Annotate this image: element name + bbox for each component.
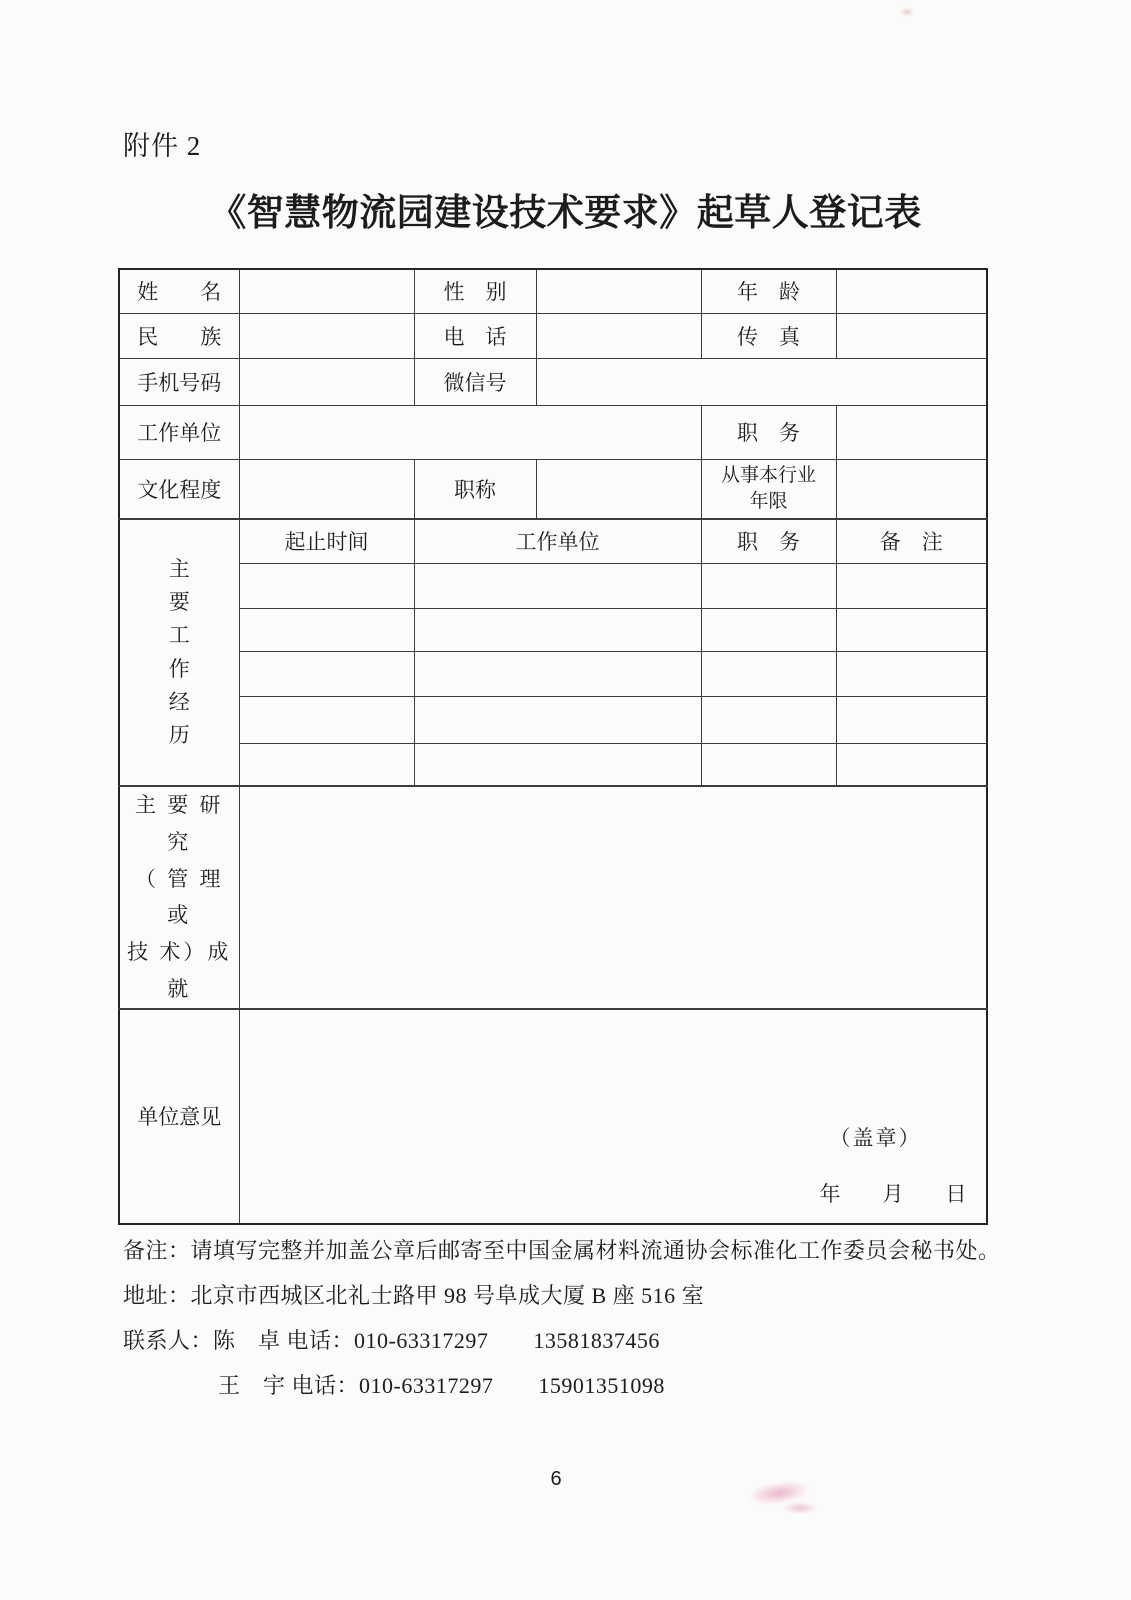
table-row bbox=[119, 313, 987, 358]
achievements-field bbox=[239, 786, 987, 1009]
name-field bbox=[239, 269, 414, 313]
name-label: 姓 名 bbox=[119, 269, 239, 313]
fax-label: 传 真 bbox=[701, 313, 836, 358]
fax-field bbox=[836, 313, 987, 358]
scan-artifact bbox=[900, 8, 914, 16]
achievements-row bbox=[119, 786, 987, 1009]
contact-label: 联系人： bbox=[123, 1328, 214, 1353]
attachment-label: 附件 2 bbox=[123, 131, 202, 161]
achievements-label: 主 要 研 究 （ 管 理 或 技 术）成 就 bbox=[119, 786, 239, 1009]
prof-title-label: 职称 bbox=[414, 459, 536, 519]
seal-placeholder: （盖章） bbox=[829, 1125, 922, 1150]
page-number: 6 bbox=[550, 1468, 562, 1490]
prof-title-field bbox=[536, 459, 701, 519]
work-history-empty-row bbox=[119, 743, 987, 786]
history-col-position: 职 务 bbox=[701, 519, 836, 563]
industry-years-label: 从事本行业 年限 bbox=[701, 459, 836, 519]
table-row bbox=[119, 459, 987, 519]
industry-years-field bbox=[836, 459, 987, 519]
wechat-field bbox=[536, 358, 987, 405]
table-row bbox=[119, 358, 987, 405]
work-history-empty-row bbox=[119, 651, 987, 696]
footer-notes bbox=[123, 1236, 1013, 1416]
employer-label: 工作单位 bbox=[119, 405, 239, 459]
registration-form-table bbox=[118, 268, 988, 1225]
education-label: 文化程度 bbox=[119, 459, 239, 519]
ethnicity-field bbox=[239, 313, 414, 358]
table-row bbox=[119, 405, 987, 459]
gender-label: 性 别 bbox=[414, 269, 536, 313]
opinion-field bbox=[239, 1009, 987, 1224]
scan-artifact bbox=[782, 1502, 818, 1514]
mobile-label: 手机号码 bbox=[119, 358, 239, 405]
age-field bbox=[836, 269, 987, 313]
contact-1: 陈 卓 电话：010-63317297 13581837456 bbox=[213, 1328, 660, 1353]
contact-line-2: 王 宇 电话：010-63317297 15901351098 bbox=[218, 1373, 665, 1398]
work-history-section-label: 主要工作经历 bbox=[119, 519, 239, 786]
history-col-remarks: 备 注 bbox=[836, 519, 987, 563]
position-field bbox=[836, 405, 987, 459]
age-label: 年 龄 bbox=[701, 269, 836, 313]
phone-label: 电 话 bbox=[414, 313, 536, 358]
mobile-field bbox=[239, 358, 414, 405]
history-col-employer: 工作单位 bbox=[414, 519, 701, 563]
employer-field bbox=[239, 405, 701, 459]
phone-field bbox=[536, 313, 701, 358]
address-line: 地址：北京市西城区北礼士路甲 98 号阜成大厦 B 座 516 室 bbox=[123, 1283, 705, 1308]
work-history-empty-row bbox=[119, 696, 987, 743]
work-history-header-row bbox=[119, 519, 987, 563]
date-placeholder: 年 月 日 bbox=[819, 1181, 967, 1206]
opinion-label: 单位意见 bbox=[119, 1009, 239, 1224]
history-col-period: 起止时间 bbox=[239, 519, 414, 563]
table-row bbox=[119, 269, 987, 313]
gender-field bbox=[536, 269, 701, 313]
page-title: 《智慧物流园建设技术要求》起草人登记表 bbox=[209, 193, 922, 234]
ethnicity-label: 民 族 bbox=[119, 313, 239, 358]
contact-line-1 bbox=[123, 1326, 1013, 1355]
education-field bbox=[239, 459, 414, 519]
work-history-empty-row bbox=[119, 563, 987, 608]
position-label: 职 务 bbox=[701, 405, 836, 459]
opinion-row bbox=[119, 1009, 987, 1224]
remark-line: 备注：请填写完整并加盖公章后邮寄至中国金属材料流通协会标准化工作委员会秘书处。 bbox=[123, 1238, 1001, 1263]
wechat-label: 微信号 bbox=[414, 358, 536, 405]
work-history-empty-row bbox=[119, 608, 987, 651]
